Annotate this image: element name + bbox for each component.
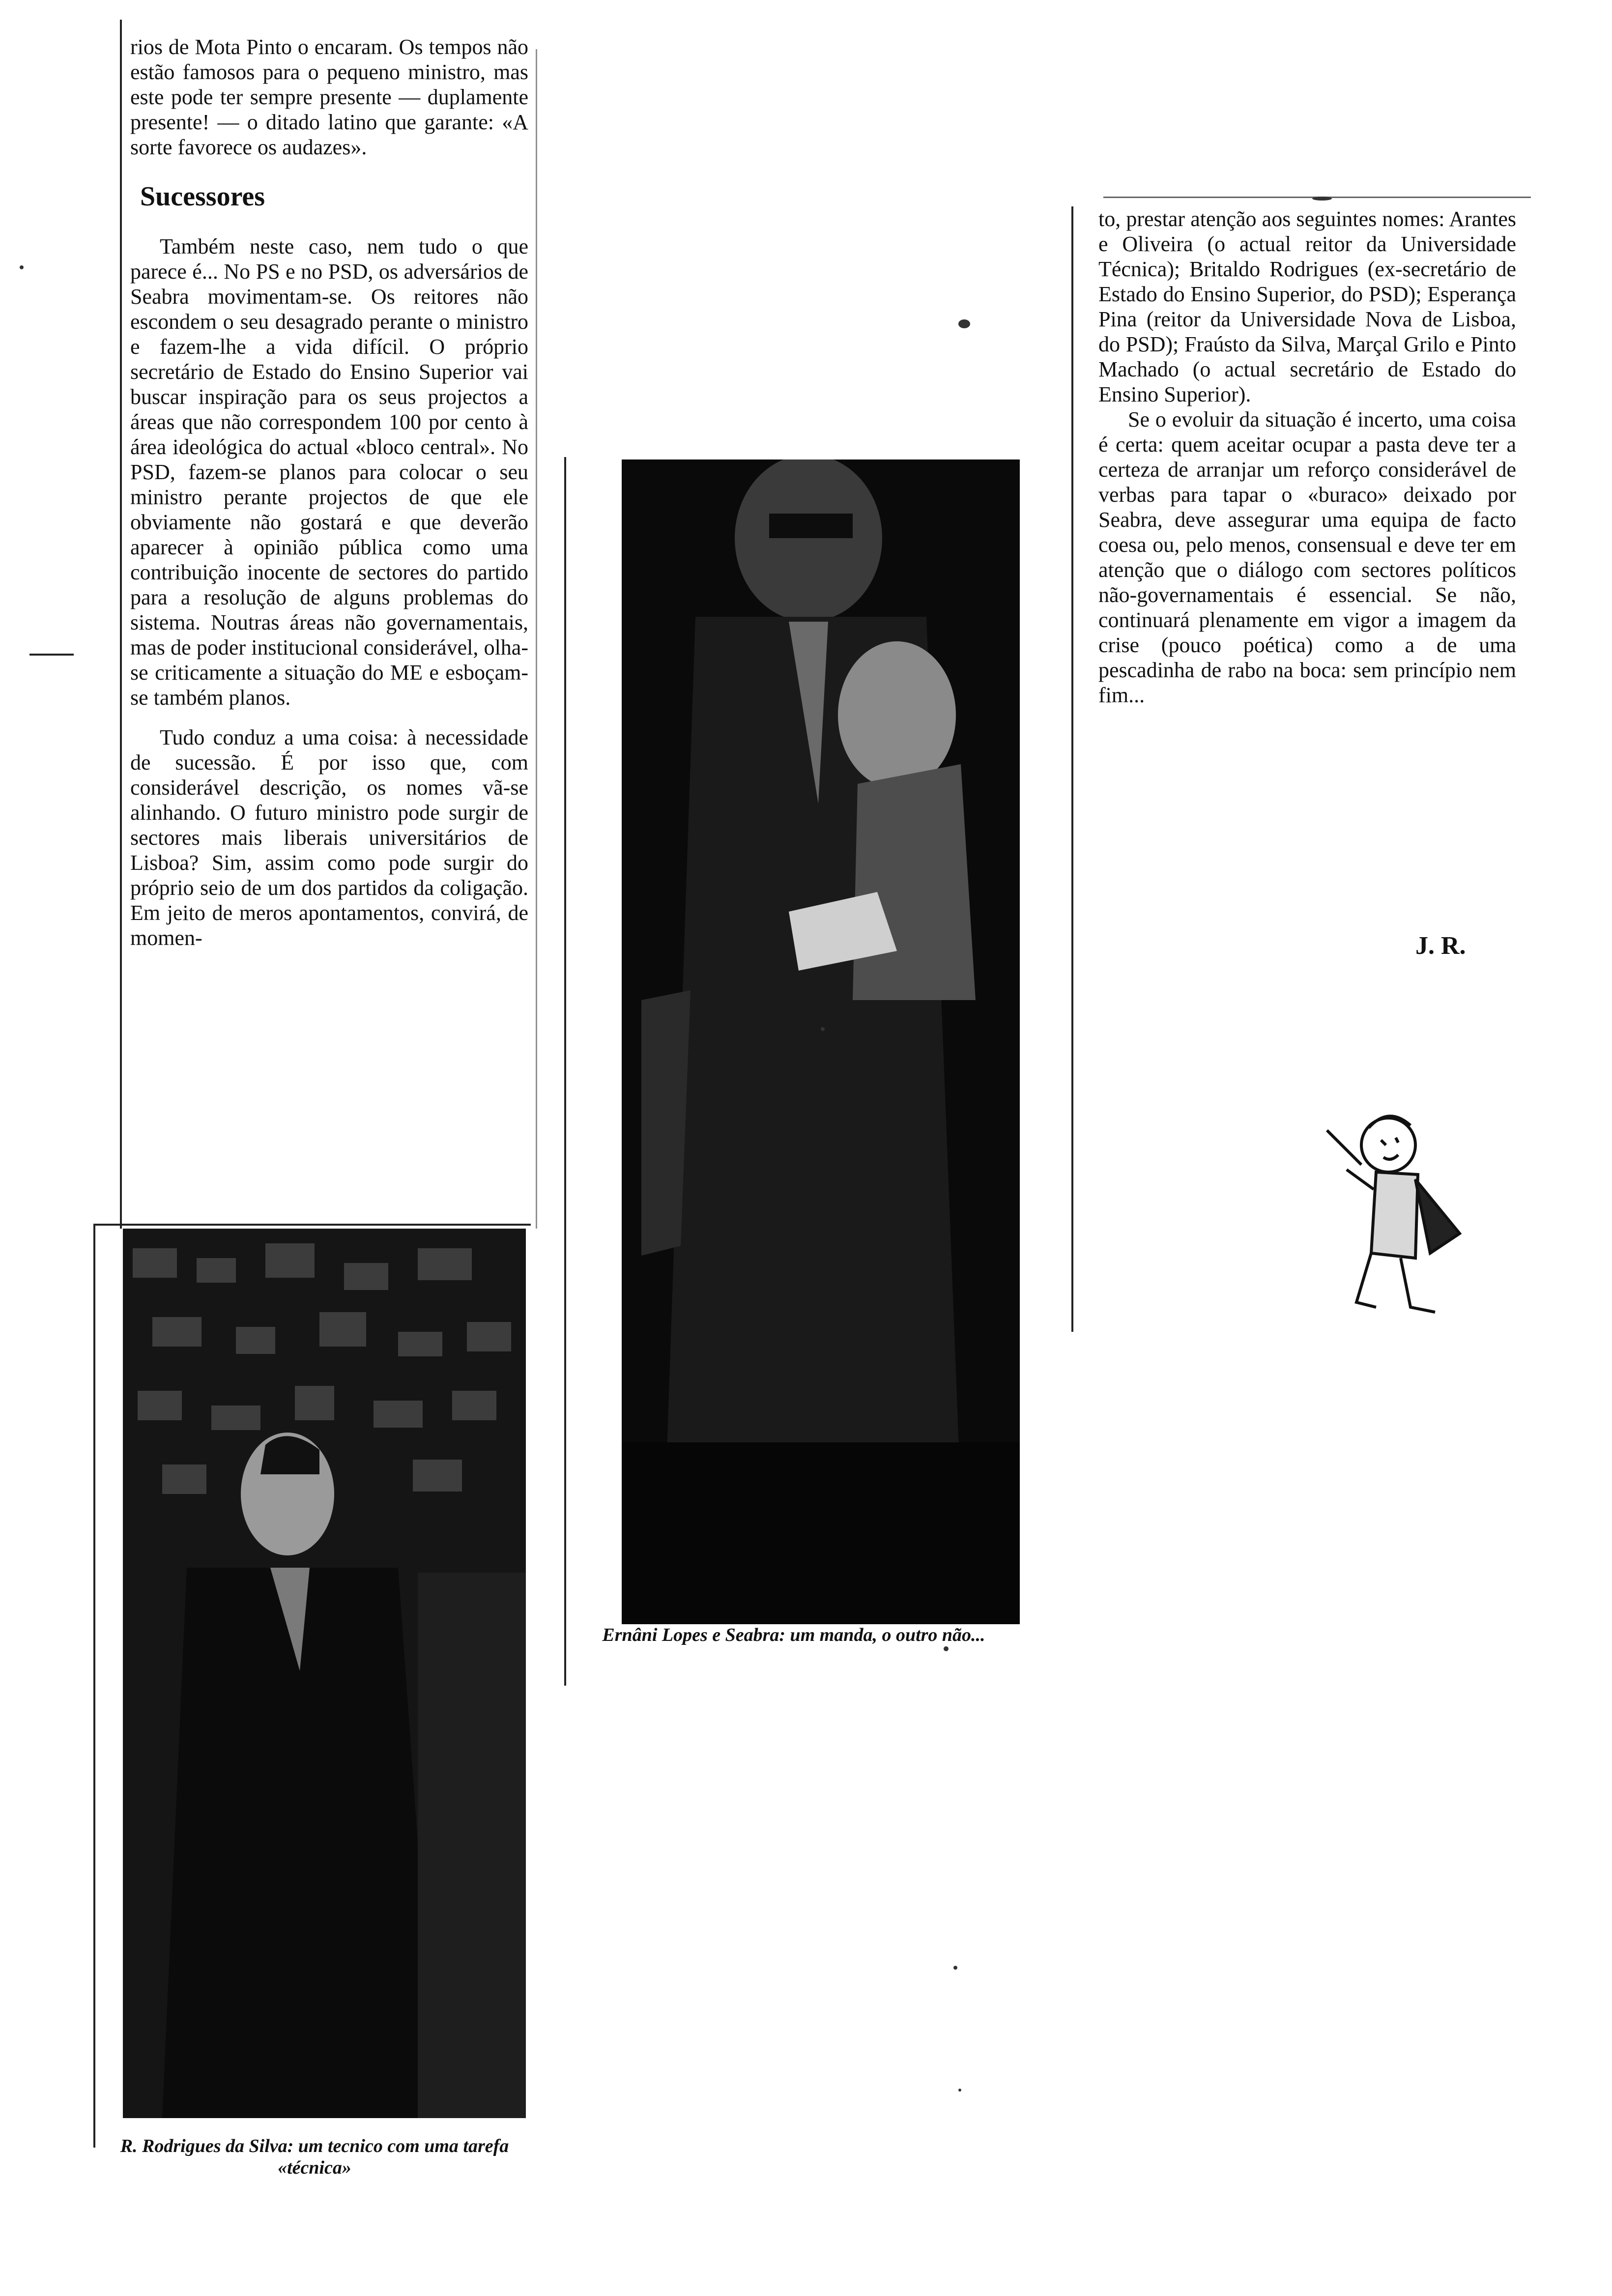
cartoon-figure-illustration bbox=[1317, 1091, 1465, 1327]
photo-ernani-lopes-seabra-image bbox=[622, 459, 1020, 1624]
scan-speck bbox=[20, 265, 24, 269]
column3-paragraph-1: to, prestar atenção aos seguintes nomes: Arantes e Oliveira (o actual reitor da Universidade Técnica); Britaldo Rodrigues (ex-secretário de Estado do Ensino Superior, do PSD); Esperança Pina (reitor da Universidade Nova de Lisboa, do PSD); Fraústo da Silva, Marçal Grilo e Pinto Machado (o actual secretário de Estado do Ensino Superior). bbox=[1098, 207, 1516, 406]
right-column-left-rule bbox=[1071, 206, 1073, 1332]
author-signature: J. R. bbox=[1415, 932, 1466, 960]
article-column-3 bbox=[1098, 206, 1516, 708]
scan-speck bbox=[953, 1966, 957, 1970]
bottom-photo-caption: R. Rodrigues da Silva: um tecnico com uma tarefa «técnica» bbox=[120, 2136, 509, 2178]
scan-speck bbox=[958, 319, 970, 328]
scan-mark-left bbox=[29, 654, 74, 656]
scan-speck bbox=[821, 1027, 825, 1031]
column3-paragraph-2: Se o evoluir da situação é incerto, uma coisa é certa: quem aceitar ocupar a pasta deve ter a certeza de arranjar um reforço considerável de verbas para tapar o «buraco» deixado por Seabra, deve assegurar uma equipa de facto coesa ou, pelo menos, consensual e deve ter em atenção que o diálogo com sectores políticos não-governamentais é essencial. Se não, continuará plenamente em vigor a imagem da crise (pouco poética) como a de uma pescadinha de rabo na boca: sem princípio nem fim... bbox=[1098, 407, 1516, 707]
bottom-photo-top-rule bbox=[93, 1224, 531, 1226]
bottom-photo-left-rule bbox=[93, 1224, 95, 2148]
photo-r-rodrigues-da-silva-image bbox=[123, 1229, 526, 2118]
middle-photo-caption: Ernâni Lopes e Seabra: um manda, o outro não... bbox=[602, 1625, 985, 1645]
scan-speck bbox=[1312, 197, 1332, 201]
scan-speck bbox=[944, 1646, 949, 1651]
scan-speck bbox=[958, 2089, 961, 2092]
article-column-1 bbox=[130, 34, 528, 950]
column1-paragraph-2: Tudo conduz a uma coisa: à necessidade de sucessão. É por isso que, com considerável descrição, os nomes vã-se alinhando. O futuro ministro pode surgir de sectores mais liberais universitários de Lisboa? Sim, assim como pode surgir do próprio seio de um dos partidos da coligação. Em jeito de meros apontamentos, convirá, de momen- bbox=[130, 725, 528, 950]
left-column-rule bbox=[120, 20, 122, 1229]
column1-right-rule bbox=[536, 49, 537, 1229]
column1-intro-text: rios de Mota Pinto o encaram. Os tempos não estão famosos para o pequeno ministro, mas este pode ter sempre presente — duplamente presente! — o ditado latino que garante: «A sorte favorece os audazes». bbox=[130, 35, 528, 159]
photo-ernani-lopes-seabra bbox=[622, 459, 1020, 1624]
middle-photo-left-rule bbox=[564, 457, 566, 1686]
section-heading-sucessores: Sucessores bbox=[140, 181, 265, 212]
photo-r-rodrigues-da-silva bbox=[123, 1229, 526, 2118]
cartoon-figure-icon bbox=[1317, 1091, 1465, 1327]
column1-paragraph-1: Também neste caso, nem tudo o que parece é... No PS e no PSD, os adversários de Seabra movimentam-se. Os reitores não escondem o seu desagrado perante o ministro e fazem-lhe a vida difícil. O próprio secretário de Estado do Ensino Superior vai buscar inspiração para os seus projectos a áreas que não correspondem 100 por cento à área ideológica do actual «bloco central». No PSD, fazem-se planos para colocar o seu ministro perante projectos de que ele obviamente não gostará e que deverão aparecer à opinião pública como uma contribuição inocente de sectores do partido para a resolução de alguns problemas do sistema. Noutras áreas não governamentais, mas de poder institucional considerável, olha-se criticamente a situação do ME e esboçam-se também planos. bbox=[130, 234, 528, 710]
